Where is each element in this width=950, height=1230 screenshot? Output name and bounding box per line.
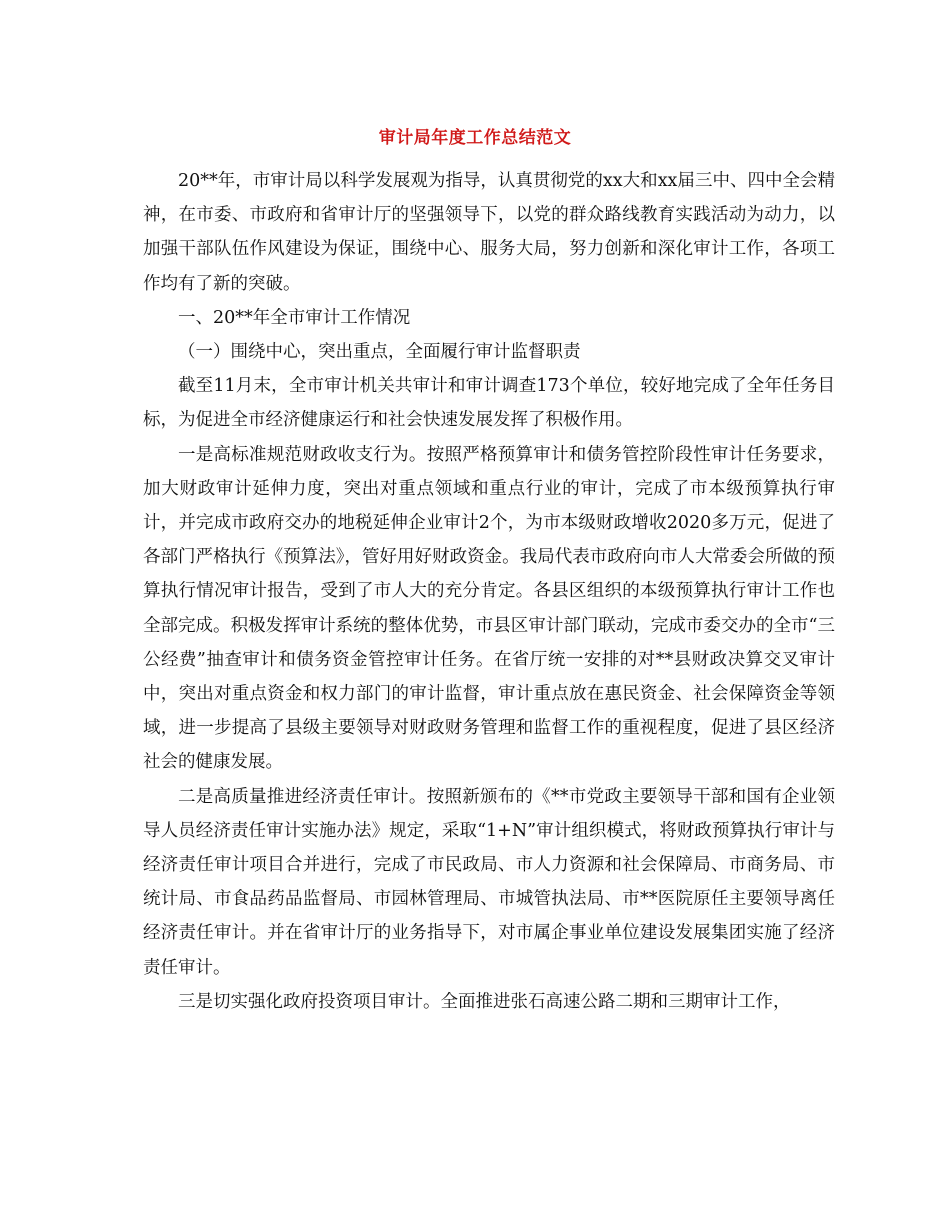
paragraph-intro: 20**年，市审计局以科学发展观为指导，认真贯彻党的xx大和xx届三中、四中全会精神，在市委、市政府和省审计厅的坚强领导下，以党的群众路线教育实践活动为动力，以加强干部队伍作风建设为保证，围绕中心、服务大局，努力创新和深化审计工作，各项工作均有了新的突破。 xyxy=(143,171,835,294)
paragraph-fiscal-audit: 一是高标准规范财政收支行为。按照严格预算审计和债务管控阶段性审计任务要求，加大财政审计延伸力度，突出对重点领域和重点行业的审计，完成了市本级预算执行审计，并完成市政府交办的地税延伸企业审计2个，为市本级财政增收2020多万元，促进了各部门严格执行《预算法》，管好用好财政资金。我局代表市政府向市人大常委会所做的预算执行情况审计报告，受到了市人大的充分肯定。各县区组织的本级预算执行审计工作也全部完成。积极发挥审计系统的整体优势，市县区审计部门联动，完成市委交办的全市“三公经费”抽查审计和债务资金管控审计任务。在省厅统一安排的对**县财政决算交叉审计中，突出对重点资金和权力部门的审计监督，审计重点放在惠民资金、社会保障资金等领域，进一步提高了县级主要领导对财政财务管理和监督工作的重视程度，促进了县区经济社会的健康发展。 xyxy=(143,444,835,773)
section-heading: 一、20**年全市审计工作情况 xyxy=(178,307,411,328)
paragraph-responsibility-audit: 二是高质量推进经济责任审计。按照新颁布的《**市党政主要领导干部和国有企业领导人员经济责任审计实施办法》规定，采取“1+N”审计组织模式，将财政预算执行审计与经济责任审计项目合并进行，完成了市民政局、市人力资源和社会保障局、市商务局、市统计局、市食品药品监督局、市园林管理局、市城管执法局、市**医院原任主要领导离任经济责任审计。并在省审计厅的业务指导下，对市属企事业单位建设发展集团实施了经济责任审计。 xyxy=(143,786,835,978)
document-body xyxy=(143,164,835,1019)
subsection-heading: （一）围绕中心，突出重点，全面履行审计监督职责 xyxy=(178,342,581,363)
paragraph-investment-audit: 三是切实强化政府投资项目审计。全面推进张石高速公路二期和三期审计工作， xyxy=(178,991,791,1012)
paragraph-summary: 截至11月末，全市审计机关共审计和审计调查173个单位，较好地完成了全年任务目标，为促进全市经济健康运行和社会快速发展发挥了积极作用。 xyxy=(143,376,835,431)
document-title: 审计局年度工作总结范文 xyxy=(378,128,572,148)
